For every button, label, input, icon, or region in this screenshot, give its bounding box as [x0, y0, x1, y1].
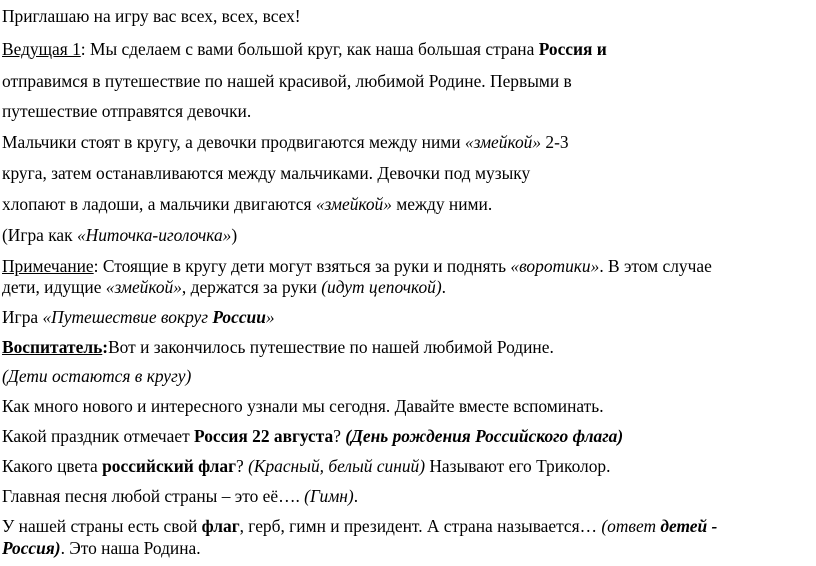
line-clapping: хлопают в ладоши, а мальчики двигаются «змейкой» между ними. — [2, 194, 493, 214]
speaker-host-label: Ведущая 1 — [2, 39, 81, 59]
line-invitation: Приглашаю на игру вас всех, всех, всех! — [2, 6, 301, 26]
line-question-country: У нашей страны есть свой флаг, герб, гимн и президент. А страна называется… (ответ детей - — [2, 516, 718, 536]
line-note-cont: дети, идущие «змейкой», держатся за руки (идут цепочкой). — [2, 277, 447, 297]
line-game-title: Игра «Путешествие вокруг России» — [2, 307, 275, 327]
line-girls-first: путешествие отправятся девочки. — [2, 101, 252, 121]
line-stage-direction: (Дети остаются в кругу) — [2, 366, 192, 386]
line-answer-russia: Россия). Это наша Родина. — [2, 538, 201, 558]
line-journey: отправимся в путешествие по нашей красивой, любимой Родине. Первыми в — [2, 71, 572, 91]
line-question-anthem: Главная песня любой страны – это её…. (Гимн). — [2, 486, 359, 506]
line-boys-circle: Мальчики стоят в кругу, а девочки продвигаются между ними «змейкой» 2-3 — [2, 132, 569, 152]
note-label: Примечание — [2, 256, 94, 276]
speaker-teacher-label: Воспитатель — [2, 337, 103, 357]
line-host-intro: Ведущая 1: Мы сделаем с вами большой круг, как наша большая страна Россия и — [2, 39, 607, 59]
line-note: Примечание: Стоящие в кругу дети могут взяться за руки и поднять «воротики». В этом случае — [2, 256, 712, 276]
line-recall: Как много нового и интересного узнали мы сегодня. Давайте вместе вспоминать. — [2, 396, 604, 416]
line-game-like: (Игра как «Ниточка-иголочка») — [2, 225, 238, 245]
line-circles: круга, затем останавливаются между мальчиками. Девочки под музыку — [2, 163, 531, 183]
line-teacher: Воспитатель:Вот и закончилось путешествие по нашей любимой Родине. — [2, 337, 554, 357]
line-question-colors: Какого цвета российский флаг? (Красный, белый синий) Называют его Триколор. — [2, 456, 611, 476]
line-question-holiday: Какой праздник отмечает Россия 22 августа? (День рождения Российского флага) — [2, 426, 624, 446]
